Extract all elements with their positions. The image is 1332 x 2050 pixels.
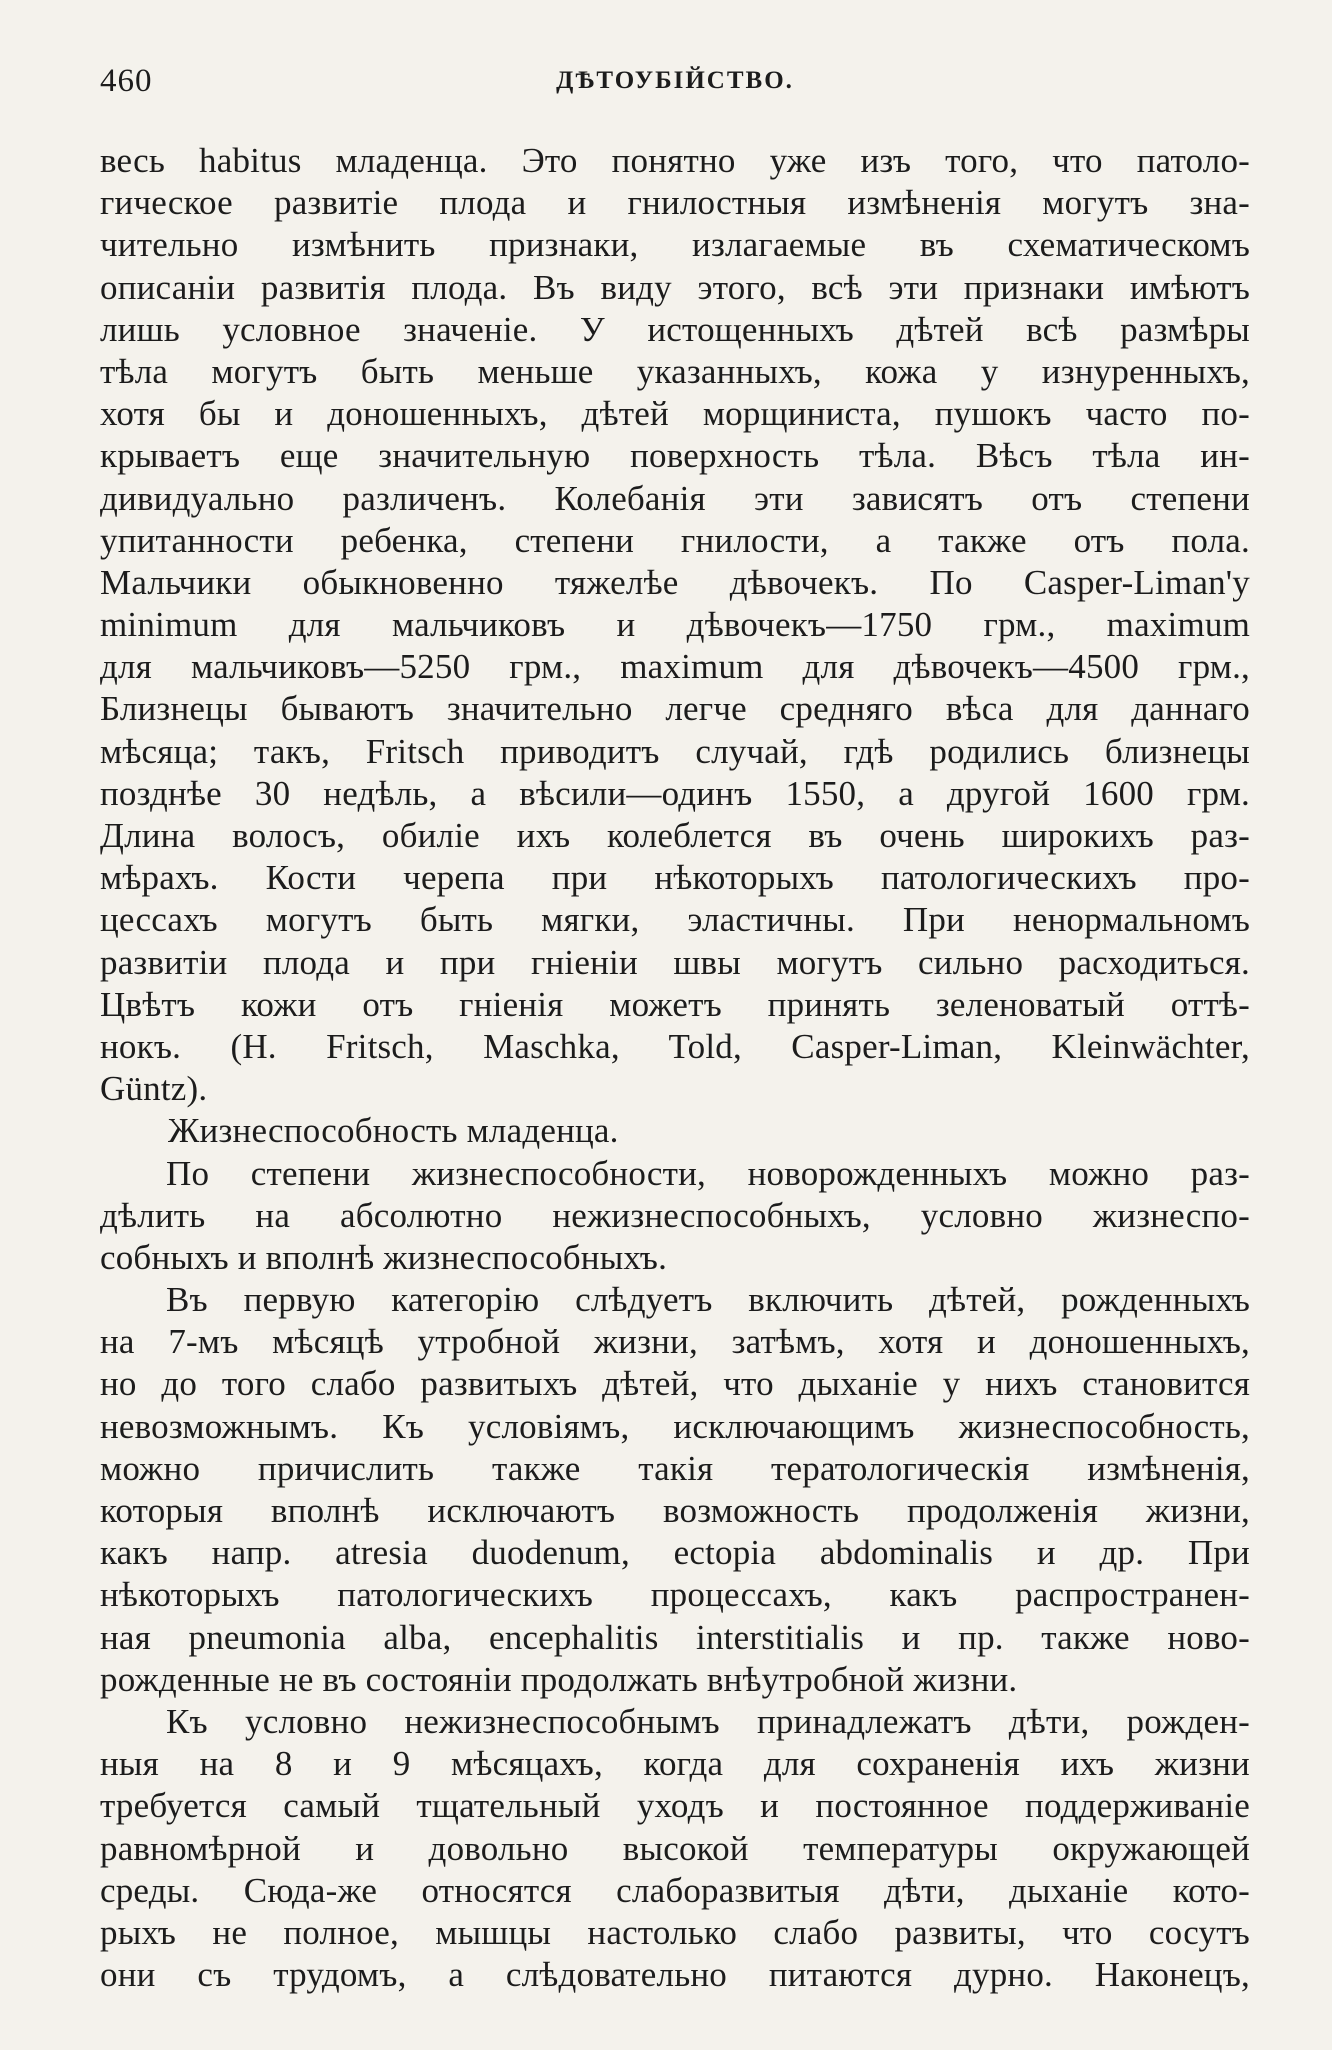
section-heading: Жизнеспособность младенца. xyxy=(168,1111,619,1151)
page-number: 460 xyxy=(100,63,153,99)
text-line: Мальчики обыкновенно тяжелѣе дѣвочекъ. По Casper-Liman'у xyxy=(100,562,1250,602)
text-line: По степени жизнеспособности, новорожденныхъ можно раз- xyxy=(166,1153,1250,1193)
text-line: требуется самый тщательный уходъ и постоянное поддерживаніе xyxy=(100,1786,1250,1826)
text-line: крываетъ еще значительную поверхность тѣла. Вѣсъ тѣла ин- xyxy=(100,436,1250,476)
body-text xyxy=(100,140,1250,1996)
text-line: minimum для мальчиковъ и дѣвочекъ—1750 грм., maximum xyxy=(100,605,1250,645)
text-line: тѣла могутъ быть меньше указанныхъ, кожа у изнуренныхъ, xyxy=(100,351,1250,391)
text-line: на 7-мъ мѣсяцѣ утробной жизни, затѣмъ, хотя и доношенныхъ, xyxy=(100,1322,1250,1362)
text-line: весь habitus младенца. Это понятно уже изъ того, что патоло- xyxy=(100,141,1250,180)
text-line: дѣлить на абсолютно нежизнеспособныхъ, условно жизнеспо- xyxy=(100,1195,1250,1235)
text-line: для мальчиковъ—5250 грм., maximum для дѣвочекъ—4500 грм., xyxy=(100,647,1250,687)
text-line: мѣрахъ. Кости черепа при нѣкоторыхъ патологическихъ про- xyxy=(100,858,1250,898)
page-header xyxy=(100,56,1250,106)
text-line: ная pneumonia alba, encephalitis interstitialis и пр. также ново- xyxy=(100,1617,1250,1657)
text-line: дивидуально различенъ. Колебанія эти зависятъ отъ степени xyxy=(100,478,1250,518)
text-line: равномѣрной и довольно высокой температуры окружающей xyxy=(100,1828,1250,1868)
text-line: гическое развитіе плода и гнилостныя измѣненія могутъ зна- xyxy=(100,183,1250,223)
text-line: хотя бы и доношенныхъ, дѣтей морщиниста, пушокъ часто по- xyxy=(100,394,1250,434)
text-line: чительно измѣнить признаки, излагаемые въ схематическомъ xyxy=(100,225,1250,265)
text-line: Близнецы бываютъ значительно легче средняго вѣса для даннаго xyxy=(100,689,1250,729)
text-line: Güntz). xyxy=(100,1069,208,1109)
text-line: какъ напр. atresia duodenum, ectopia abdominalis и др. При xyxy=(100,1533,1250,1573)
text-line: но до того слабо развитыхъ дѣтей, что дыханіе у нихъ становится xyxy=(100,1364,1250,1404)
text-line: можно причислить также такія тератологическія измѣненія, xyxy=(100,1448,1250,1488)
text-line: Цвѣтъ кожи отъ гніенія можетъ принять зеленоватый оттѣ- xyxy=(100,984,1250,1024)
text-line: Длина волосъ, обиліе ихъ колеблется въ очень широкихъ раз- xyxy=(100,816,1250,855)
text-line: среды. Сюда-же относятся слаборазвитыя дѣти, дыханіе кото- xyxy=(100,1870,1250,1910)
text-line: они съ трудомъ, а слѣдовательно питаются дурно. Наконецъ, xyxy=(100,1955,1250,1995)
running-title: ДѢТОУБІЙСТВО. xyxy=(556,67,794,94)
text-line: невозможнымъ. Къ условіямъ, исключающимъ жизнеспособность, xyxy=(100,1406,1250,1446)
text-line: цессахъ могутъ быть мягки, эластичны. При ненормальномъ xyxy=(100,900,1250,940)
text-line: мѣсяца; такъ, Fritsch приводитъ случай, гдѣ родились близнецы xyxy=(100,731,1250,771)
text-line: лишь условное значеніе. У истощенныхъ дѣтей всѣ размѣры xyxy=(100,309,1250,349)
text-line: рожденные не въ состояніи продолжать внѣутробной жизни. xyxy=(100,1659,1018,1699)
text-line: собныхъ и вполнѣ жизнеспособныхъ. xyxy=(100,1237,668,1277)
text-line: Въ первую категорію слѣдуетъ включить дѣтей, рожденныхъ xyxy=(166,1280,1250,1320)
text-line: которыя вполнѣ исключаютъ возможность продолженія жизни, xyxy=(100,1491,1250,1530)
text-line: упитанности ребенка, степени гнилости, а также отъ пола. xyxy=(100,520,1250,560)
text-line: рыхъ не полное, мышцы настолько слабо развиты, что сосутъ xyxy=(100,1912,1250,1952)
text-line: ныя на 8 и 9 мѣсяцахъ, когда для сохраненія ихъ жизни xyxy=(100,1744,1250,1784)
text-line: нѣкоторыхъ патологическихъ процессахъ, какъ распространен- xyxy=(100,1575,1250,1615)
text-line: нокъ. (H. Fritsch, Maschka, Told, Casper-Liman, Kleinwächter, xyxy=(100,1026,1250,1066)
text-line: описаніи развитія плода. Въ виду этого, всѣ эти признаки имѣютъ xyxy=(100,267,1250,307)
text-line: позднѣе 30 недѣль, а вѣсили—одинъ 1550, а другой 1600 грм. xyxy=(100,773,1250,813)
text-line: Къ условно нежизнеспособнымъ принадлежатъ дѣти, рожден- xyxy=(166,1701,1250,1741)
text-line: развитіи плода и при гніеніи швы могутъ сильно расходиться. xyxy=(100,942,1250,982)
